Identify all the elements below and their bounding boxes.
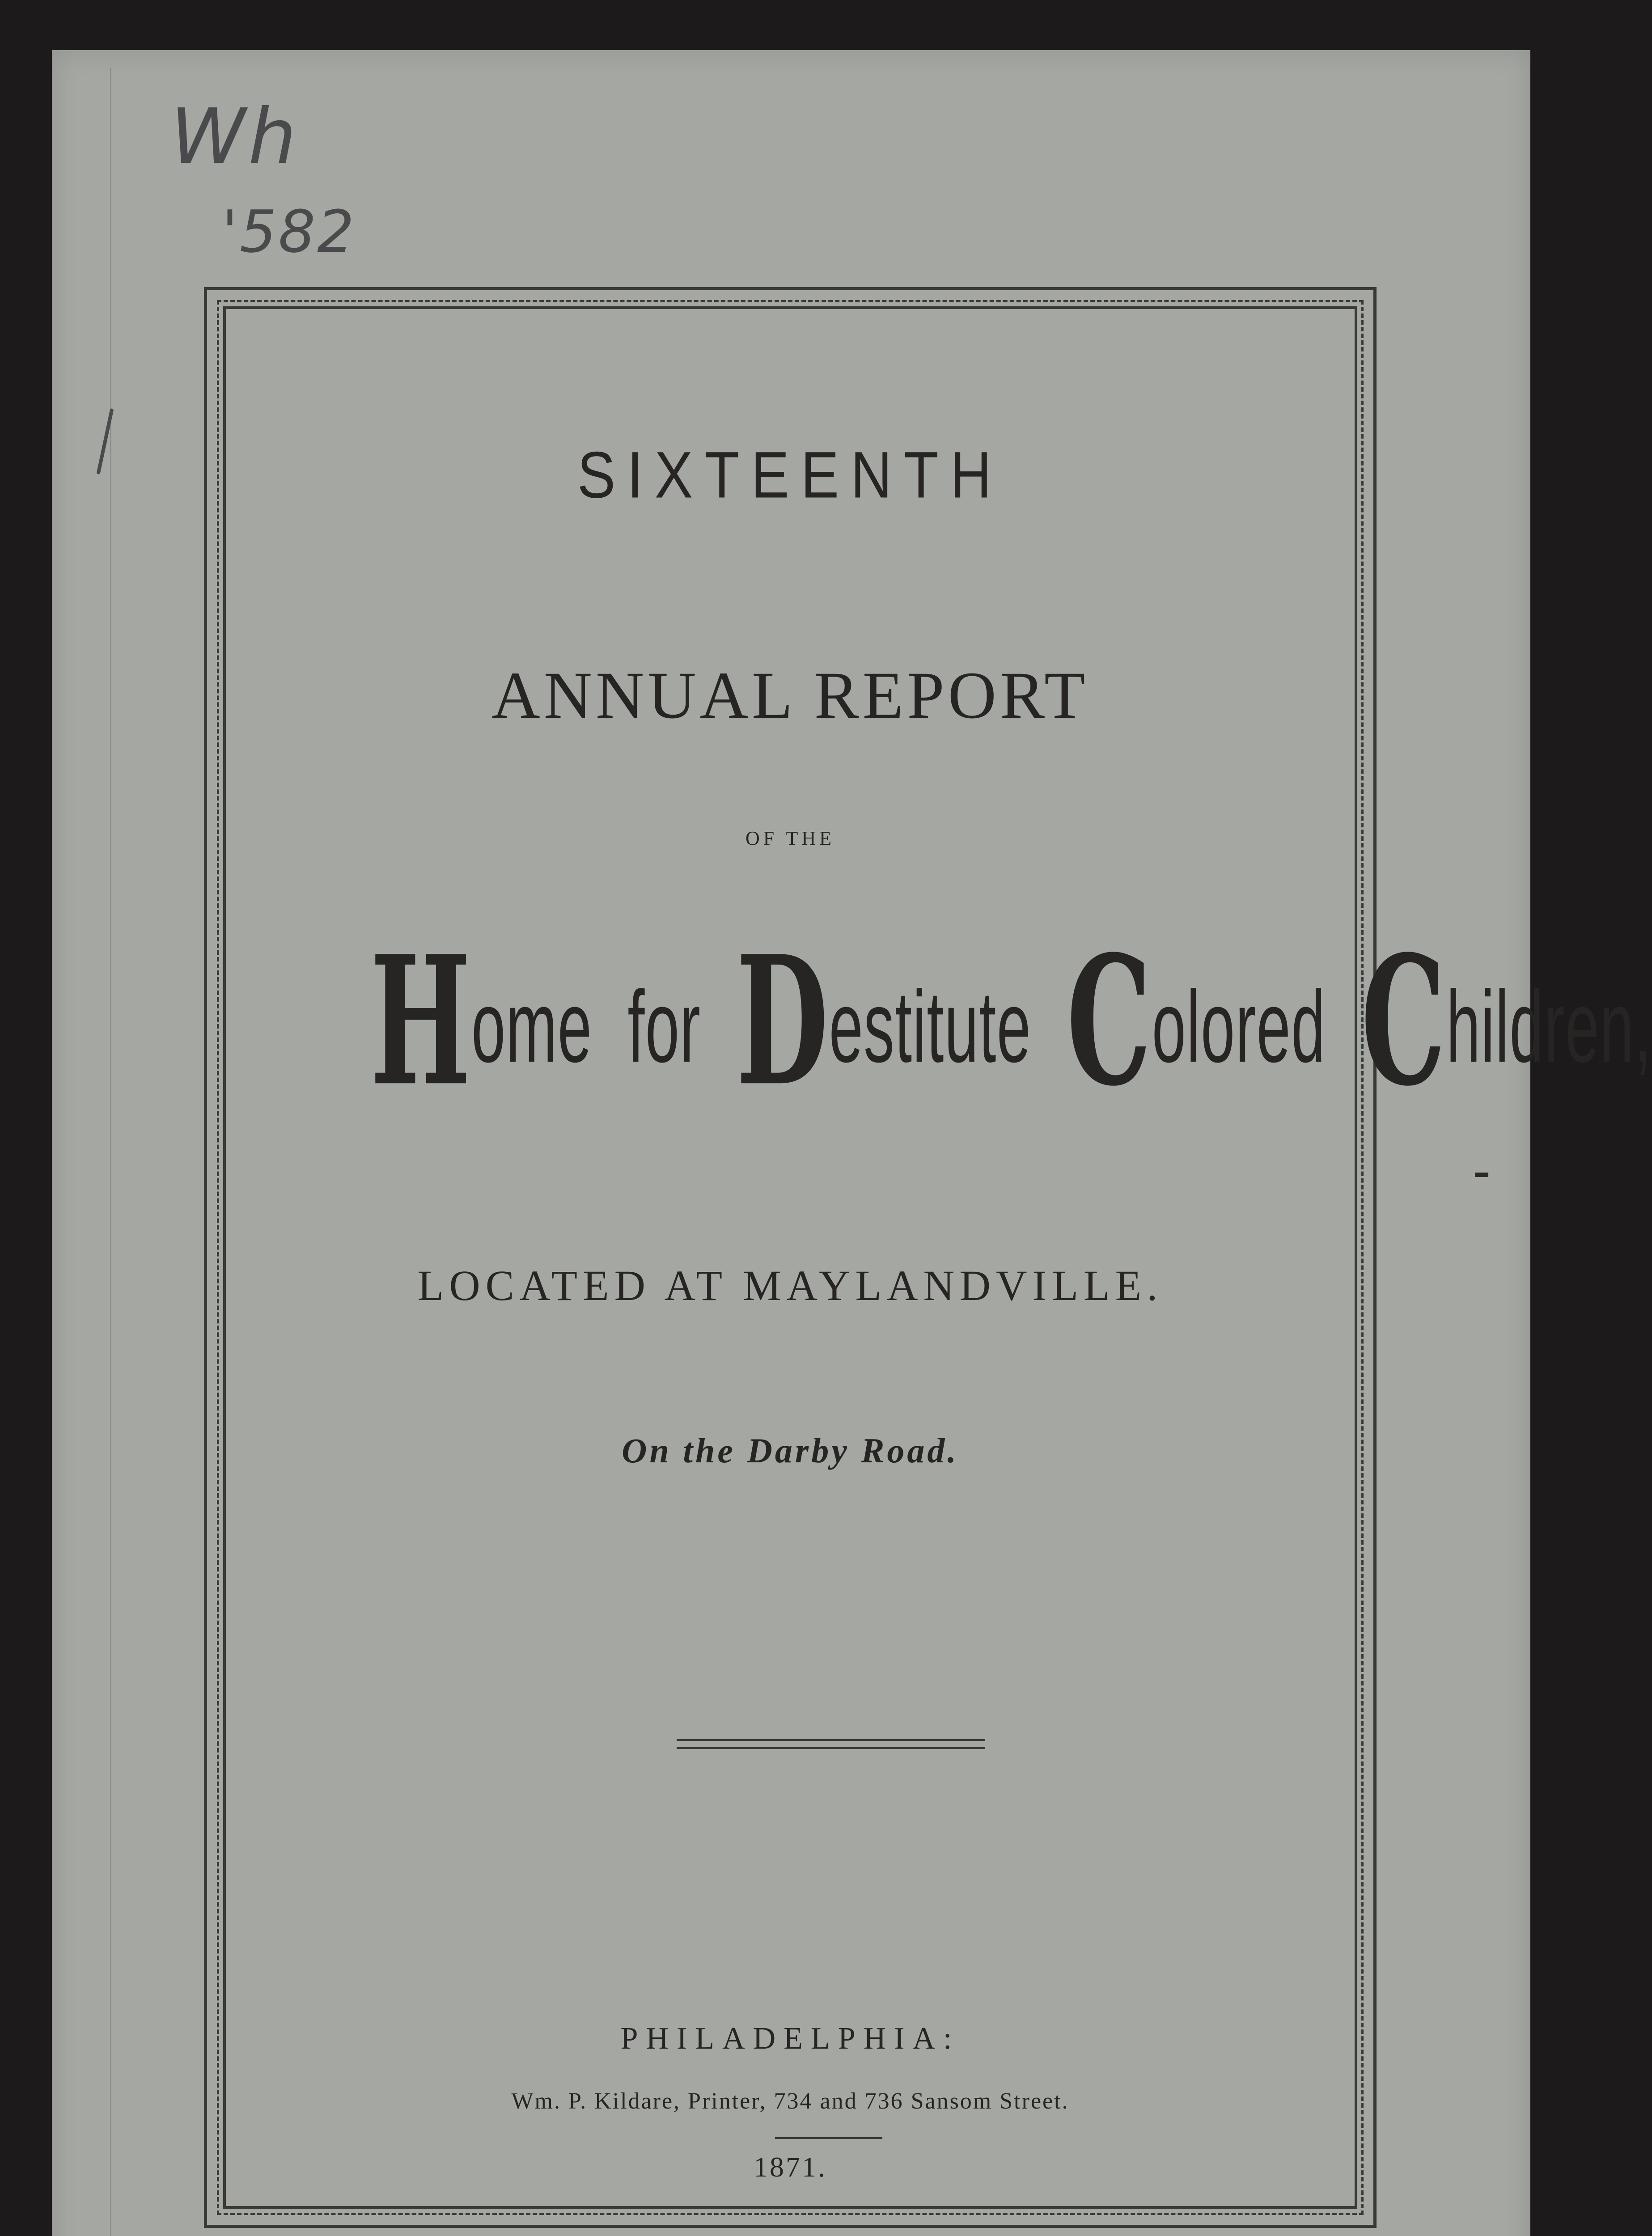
word-for: for <box>627 970 701 1084</box>
handwritten-shelfmark: Wh <box>170 93 299 181</box>
word-olored: olored <box>1152 970 1326 1084</box>
printer-imprint: Wm. P. Kildare, Printer, 734 and 736 Sansom Street. <box>511 2088 1069 2114</box>
of-the-label: OF THE <box>746 827 835 849</box>
location-line: LOCATED AT MAYLANDVILLE. <box>417 1262 1163 1309</box>
divider-rule-bottom <box>677 1747 985 1749</box>
city-imprint: PHILADELPHIA: <box>620 2021 960 2056</box>
institution-name <box>370 917 1652 1125</box>
cover-page <box>52 50 1652 2236</box>
report-title: ANNUAL REPORT <box>491 658 1089 733</box>
word-ome: ome <box>471 970 593 1084</box>
initial-c-children: C <box>1361 917 1447 1125</box>
divider-rule-top <box>677 1739 985 1741</box>
word-estitute: estitute <box>829 970 1032 1084</box>
edge-mark <box>1475 1173 1488 1177</box>
word-hildren: hildren, <box>1446 970 1652 1084</box>
initial-c-colored: C <box>1067 917 1152 1125</box>
handwritten-number: '582 <box>222 198 356 266</box>
initial-h: H <box>370 917 472 1125</box>
spine-crease <box>110 68 111 2236</box>
road-line: On the Darby Road. <box>622 1431 959 1470</box>
publication-year: 1871. <box>754 2151 827 2183</box>
ordinal-heading: SIXTEENTH <box>577 438 1004 512</box>
initial-d: D <box>736 917 829 1125</box>
decorative-border-frame <box>204 287 1652 2228</box>
year-rule <box>775 2137 882 2139</box>
